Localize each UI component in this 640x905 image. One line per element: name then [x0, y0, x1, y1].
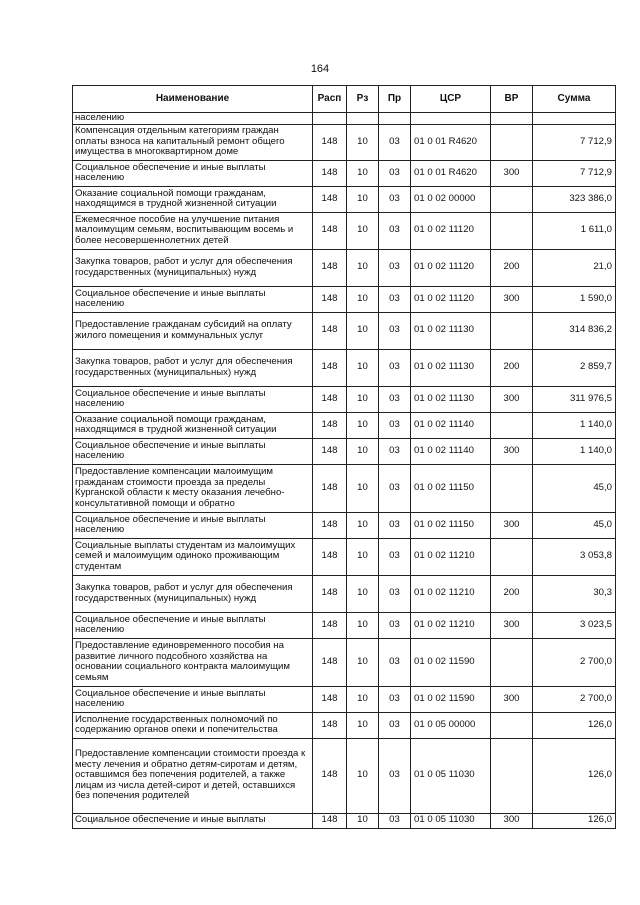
budget-table [72, 85, 616, 829]
cell-sum: 126,0 [533, 813, 616, 828]
cell-pr: 03 [379, 212, 411, 249]
cell-rasp: 148 [313, 512, 347, 538]
cell-vr [491, 738, 533, 813]
cell-name: Компенсация отдельным категориям граждан оплаты взноса на капитальный ремонт общего имущества в многоквартирном доме [73, 124, 313, 160]
cell-csr: 01 0 02 11120 [411, 286, 491, 312]
cell-rasp: 148 [313, 386, 347, 412]
cell-rasp: 148 [313, 312, 347, 349]
cell-csr [411, 113, 491, 125]
cell-vr [491, 638, 533, 686]
cell-rasp: 148 [313, 160, 347, 186]
cell-rz: 10 [347, 212, 379, 249]
table-row [73, 186, 616, 212]
table-row [73, 212, 616, 249]
cell-sum: 314 836,2 [533, 312, 616, 349]
cell-sum: 126,0 [533, 712, 616, 738]
cell-sum: 1 611,0 [533, 212, 616, 249]
cell-sum: 45,0 [533, 512, 616, 538]
cell-csr: 01 0 02 11210 [411, 612, 491, 638]
cell-pr: 03 [379, 512, 411, 538]
cell-name: населению [73, 113, 313, 125]
cell-vr [491, 186, 533, 212]
cell-pr: 03 [379, 386, 411, 412]
cell-vr [491, 212, 533, 249]
cell-name: Закупка товаров, работ и услуг для обеспечения государственных (муниципальных) нужд [73, 349, 313, 386]
cell-pr: 03 [379, 286, 411, 312]
cell-csr: 01 0 01 R4620 [411, 124, 491, 160]
cell-csr: 01 0 05 11030 [411, 738, 491, 813]
cell-pr: 03 [379, 575, 411, 612]
table-row [73, 638, 616, 686]
cell-csr: 01 0 05 11030 [411, 813, 491, 828]
cell-sum: 2 859,7 [533, 349, 616, 386]
cell-pr: 03 [379, 464, 411, 512]
cell-pr: 03 [379, 186, 411, 212]
cell-sum: 21,0 [533, 249, 616, 286]
cell-rasp: 148 [313, 464, 347, 512]
cell-name: Социальное обеспечение и иные выплаты [73, 813, 313, 828]
cell-rasp: 148 [313, 638, 347, 686]
cell-pr: 03 [379, 160, 411, 186]
cell-sum: 2 700,0 [533, 638, 616, 686]
cell-sum: 311 976,5 [533, 386, 616, 412]
page-number: 164 [310, 63, 330, 75]
cell-name: Социальное обеспечение и иные выплаты населению [73, 438, 313, 464]
cell-pr: 03 [379, 349, 411, 386]
table-row [73, 249, 616, 286]
header-sum: Сумма [533, 86, 616, 113]
cell-name: Предоставление компенсации стоимости проезда к месту лечения и обратно детям-сиротам и детям, оставшимся без попечения родителей, а также лицам из числа детей-сирот и детей, оставшихся без попечения родителей [73, 738, 313, 813]
cell-rasp [313, 113, 347, 125]
cell-vr [491, 712, 533, 738]
cell-vr: 300 [491, 160, 533, 186]
cell-name: Социальное обеспечение и иные выплаты населению [73, 512, 313, 538]
cell-rasp: 148 [313, 186, 347, 212]
cell-csr: 01 0 02 11130 [411, 312, 491, 349]
cell-vr: 200 [491, 249, 533, 286]
cell-pr: 03 [379, 638, 411, 686]
cell-rz: 10 [347, 612, 379, 638]
cell-rz: 10 [347, 538, 379, 575]
table-row [73, 124, 616, 160]
cell-rasp: 148 [313, 738, 347, 813]
cell-pr: 03 [379, 438, 411, 464]
cell-vr: 200 [491, 349, 533, 386]
cell-pr: 03 [379, 124, 411, 160]
table-row [73, 349, 616, 386]
cell-sum [533, 113, 616, 125]
cell-rz: 10 [347, 386, 379, 412]
cell-pr: 03 [379, 412, 411, 438]
cell-name: Предоставление единовременного пособия на развитие личного подсобного хозяйства на основании социального контракта малоимущим семьям [73, 638, 313, 686]
cell-sum: 30,3 [533, 575, 616, 612]
cell-name: Ежемесячное пособие на улучшение питания малоимущим семьям, воспитывающим восемь и более несовершеннолетних детей [73, 212, 313, 249]
cell-pr: 03 [379, 538, 411, 575]
cell-rasp: 148 [313, 212, 347, 249]
cell-rasp: 148 [313, 686, 347, 712]
header-csr: ЦСР [411, 86, 491, 113]
cell-sum: 2 700,0 [533, 686, 616, 712]
cell-vr [491, 124, 533, 160]
cell-csr: 01 0 02 11130 [411, 386, 491, 412]
cell-rz: 10 [347, 712, 379, 738]
cell-rz: 10 [347, 249, 379, 286]
cell-rz: 10 [347, 186, 379, 212]
table-row [73, 686, 616, 712]
cell-pr: 03 [379, 813, 411, 828]
cell-rz: 10 [347, 464, 379, 512]
cell-rz: 10 [347, 738, 379, 813]
cell-rasp: 148 [313, 538, 347, 575]
cell-vr [491, 113, 533, 125]
cell-sum: 126,0 [533, 738, 616, 813]
cell-rz: 10 [347, 512, 379, 538]
table-row [73, 286, 616, 312]
table-row [73, 612, 616, 638]
cell-sum: 3 023,5 [533, 612, 616, 638]
cell-vr: 300 [491, 512, 533, 538]
table-row [73, 712, 616, 738]
cell-rz: 10 [347, 160, 379, 186]
table-row [73, 464, 616, 512]
cell-name: Предоставление компенсации малоимущим гражданам стоимости проезда за пределы Курганской области к месту оказания лечебно-консультативной помощи и обратно [73, 464, 313, 512]
table-row [73, 386, 616, 412]
cell-vr [491, 412, 533, 438]
cell-csr: 01 0 02 11210 [411, 538, 491, 575]
cell-csr: 01 0 02 00000 [411, 186, 491, 212]
cell-sum: 7 712,9 [533, 124, 616, 160]
cell-name: Социальное обеспечение и иные выплаты населению [73, 686, 313, 712]
cell-name: Социальные выплаты студентам из малоимущих семей и малоимущим одиноко проживающим студентам [73, 538, 313, 575]
cell-rasp: 148 [313, 349, 347, 386]
table-row [73, 538, 616, 575]
table-row [73, 575, 616, 612]
cell-pr: 03 [379, 712, 411, 738]
cell-vr: 300 [491, 438, 533, 464]
cell-pr: 03 [379, 249, 411, 286]
cell-sum: 323 386,0 [533, 186, 616, 212]
cell-csr: 01 0 02 11210 [411, 575, 491, 612]
cell-vr: 200 [491, 575, 533, 612]
cell-name: Оказание социальной помощи гражданам, находящимся в трудной жизненной ситуации [73, 412, 313, 438]
table-row [73, 160, 616, 186]
cell-pr [379, 113, 411, 125]
cell-csr: 01 0 01 R4620 [411, 160, 491, 186]
cell-name: Социальное обеспечение и иные выплаты населению [73, 160, 313, 186]
header-rasp: Расп [313, 86, 347, 113]
cell-rasp: 148 [313, 124, 347, 160]
table-row [73, 312, 616, 349]
cell-rasp: 148 [313, 575, 347, 612]
table-row [73, 438, 616, 464]
cell-rz: 10 [347, 124, 379, 160]
table-row [73, 412, 616, 438]
cell-rz: 10 [347, 312, 379, 349]
cell-rasp: 148 [313, 438, 347, 464]
header-name: Наименование [73, 86, 313, 113]
table-body [73, 113, 616, 829]
cell-csr: 01 0 02 11150 [411, 512, 491, 538]
cell-vr: 300 [491, 286, 533, 312]
cell-csr: 01 0 02 11130 [411, 349, 491, 386]
cell-vr [491, 538, 533, 575]
cell-rz: 10 [347, 286, 379, 312]
cell-vr: 300 [491, 686, 533, 712]
cell-sum: 45,0 [533, 464, 616, 512]
header-vr: ВР [491, 86, 533, 113]
cell-rz: 10 [347, 813, 379, 828]
cell-csr: 01 0 02 11590 [411, 686, 491, 712]
cell-rz: 10 [347, 349, 379, 386]
cell-name: Предоставление гражданам субсидий на оплату жилого помещения и коммунальных услуг [73, 312, 313, 349]
cell-rasp: 148 [313, 712, 347, 738]
cell-pr: 03 [379, 686, 411, 712]
cell-rz: 10 [347, 438, 379, 464]
cell-csr: 01 0 02 11150 [411, 464, 491, 512]
cell-name: Социальное обеспечение и иные выплаты населению [73, 286, 313, 312]
header-rz: Рз [347, 86, 379, 113]
table-header-row [73, 86, 616, 113]
table-row [73, 738, 616, 813]
cell-sum: 7 712,9 [533, 160, 616, 186]
table-row [73, 512, 616, 538]
cell-name: Закупка товаров, работ и услуг для обеспечения государственных (муниципальных) нужд [73, 249, 313, 286]
cell-pr: 03 [379, 612, 411, 638]
cell-pr: 03 [379, 738, 411, 813]
cell-rasp: 148 [313, 249, 347, 286]
cell-vr [491, 312, 533, 349]
cell-rasp: 148 [313, 412, 347, 438]
cell-sum: 1 140,0 [533, 438, 616, 464]
cell-rasp: 148 [313, 612, 347, 638]
cell-csr: 01 0 02 11590 [411, 638, 491, 686]
cell-sum: 1 140,0 [533, 412, 616, 438]
cell-csr: 01 0 02 11120 [411, 249, 491, 286]
cell-rz: 10 [347, 575, 379, 612]
cell-name: Социальное обеспечение и иные выплаты населению [73, 612, 313, 638]
cell-csr: 01 0 02 11140 [411, 412, 491, 438]
table-row [73, 113, 616, 125]
cell-rz: 10 [347, 686, 379, 712]
cell-csr: 01 0 02 11140 [411, 438, 491, 464]
cell-csr: 01 0 05 00000 [411, 712, 491, 738]
cell-rz: 10 [347, 412, 379, 438]
cell-vr: 300 [491, 813, 533, 828]
cell-name: Исполнение государственных полномочий по содержанию органов опеки и попечительства [73, 712, 313, 738]
cell-name: Закупка товаров, работ и услуг для обеспечения государственных (муниципальных) нужд [73, 575, 313, 612]
cell-vr: 300 [491, 612, 533, 638]
cell-vr: 300 [491, 386, 533, 412]
cell-sum: 3 053,8 [533, 538, 616, 575]
cell-rz [347, 113, 379, 125]
cell-name: Оказание социальной помощи гражданам, находящимся в трудной жизненной ситуации [73, 186, 313, 212]
cell-sum: 1 590,0 [533, 286, 616, 312]
cell-name: Социальное обеспечение и иные выплаты населению [73, 386, 313, 412]
cell-csr: 01 0 02 11120 [411, 212, 491, 249]
cell-pr: 03 [379, 312, 411, 349]
cell-rz: 10 [347, 638, 379, 686]
header-pr: Пр [379, 86, 411, 113]
table-row [73, 813, 616, 828]
cell-rasp: 148 [313, 813, 347, 828]
cell-rasp: 148 [313, 286, 347, 312]
cell-vr [491, 464, 533, 512]
